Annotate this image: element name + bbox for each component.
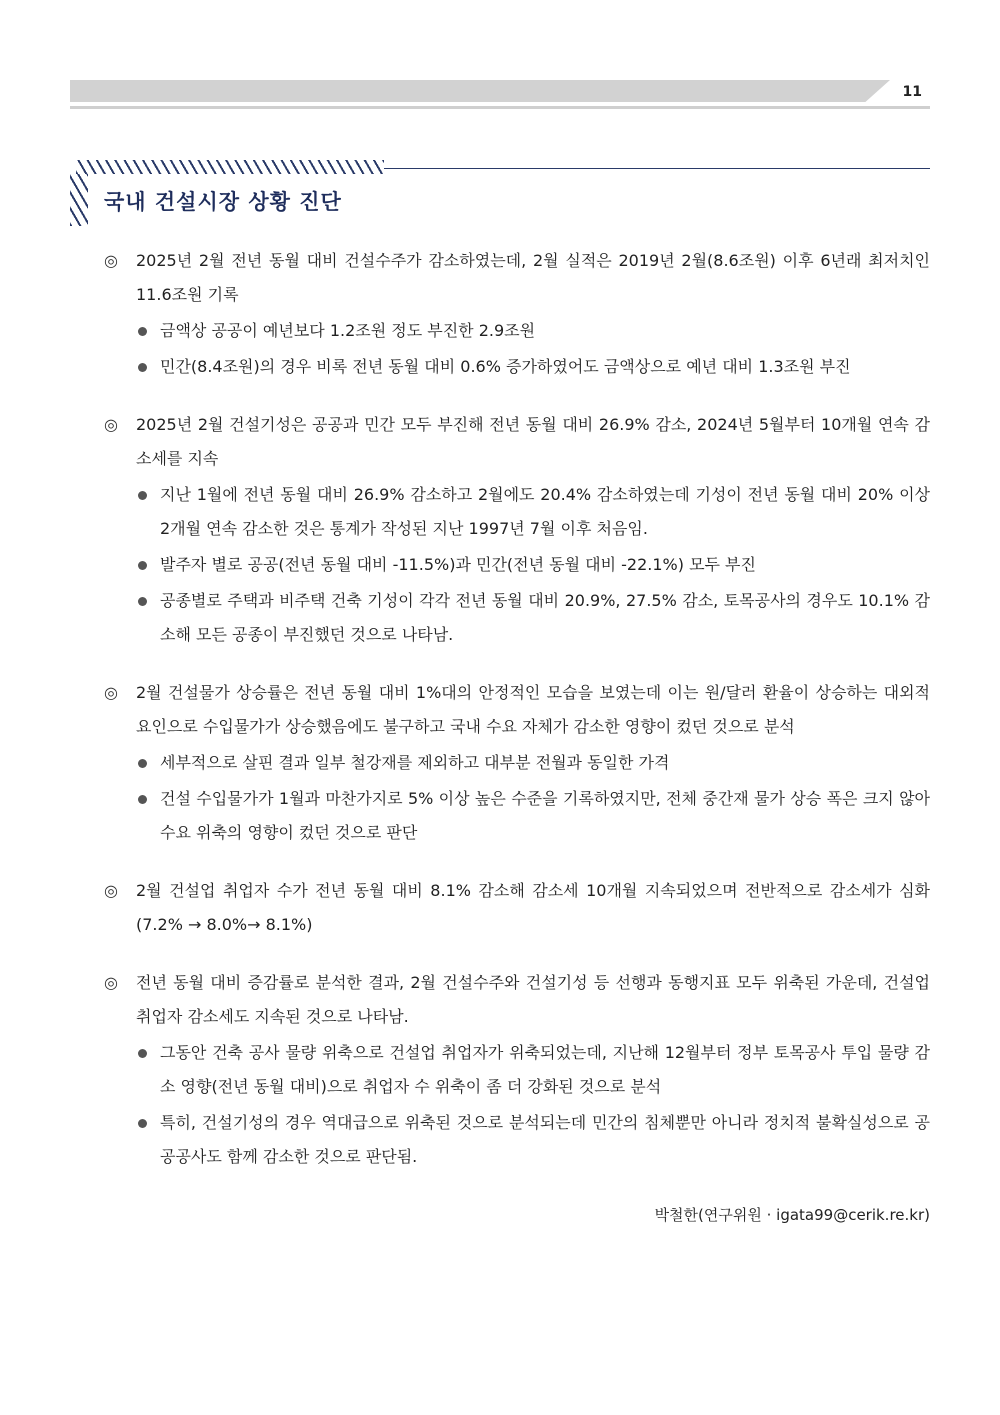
- double-circle-icon: ◎: [104, 683, 118, 702]
- bullet-item: [104, 244, 930, 312]
- bullet-dot-icon: [138, 491, 147, 500]
- bullet-text: 2025년 2월 전년 동월 대비 건설수주가 감소하였는데, 2월 실적은 2019년 2월(8.6조원) 이후 6년래 최저치인 11.6조원 기록: [136, 251, 930, 304]
- sub-item: [104, 350, 930, 384]
- hatch-decoration-vertical: [70, 174, 88, 226]
- sub-text: 세부적으로 살핀 결과 일부 철강재를 제외하고 대부분 전월과 동일한 가격: [160, 753, 670, 772]
- body-content: [104, 244, 930, 1198]
- bullet-item: [104, 676, 930, 744]
- hatch-decoration: [76, 160, 384, 174]
- bullet-dot-icon: [138, 561, 147, 570]
- sub-item: [104, 746, 930, 780]
- sub-text: 지난 1월에 전년 동월 대비 26.9% 감소하고 2월에도 20.4% 감소하였는데 기성이 전년 동월 대비 20% 이상 2개월 연속 감소한 것은 통계가 작성된 지난 1997년 7월 이후 처음임.: [160, 485, 930, 538]
- title-rule: [384, 168, 930, 169]
- sub-item: [104, 782, 930, 850]
- header-rule: [70, 106, 930, 109]
- double-circle-icon: ◎: [104, 251, 118, 270]
- bullet-block: [104, 676, 930, 850]
- bullet-dot-icon: [138, 597, 147, 606]
- bullet-block: [104, 966, 930, 1174]
- double-circle-icon: ◎: [104, 973, 118, 992]
- page-number: 11: [902, 84, 922, 100]
- bullet-item: [104, 874, 930, 942]
- sub-text: 금액상 공공이 예년보다 1.2조원 정도 부진한 2.9조원: [160, 321, 536, 340]
- sub-item: [104, 478, 930, 546]
- bullet-dot-icon: [138, 795, 147, 804]
- author-credit: 박철한(연구위원 · igata99@cerik.re.kr): [654, 1206, 930, 1224]
- double-circle-icon: ◎: [104, 415, 118, 434]
- bullet-block: [104, 874, 930, 942]
- sub-item: [104, 1036, 930, 1104]
- bullet-dot-icon: [138, 327, 147, 336]
- sub-item: [104, 1106, 930, 1174]
- bullet-dot-icon: [138, 759, 147, 768]
- bullet-block: [104, 408, 930, 652]
- sub-text: 그동안 건축 공사 물량 위축으로 건설업 취업자가 위축되었는데, 지난해 12월부터 정부 토목공사 투입 물량 감소 영향(전년 동월 대비)으로 취업자 수 위축이 좀 더 강화된 것으로 분석: [160, 1043, 930, 1096]
- bullet-block: [104, 244, 930, 384]
- sub-text: 발주자 별로 공공(전년 동월 대비 -11.5%)과 민간(전년 동월 대비 -22.1%) 모두 부진: [160, 555, 756, 574]
- sub-item: [104, 584, 930, 652]
- bullet-item: [104, 408, 930, 476]
- bullet-text: 2월 건설업 취업자 수가 전년 동월 대비 8.1% 감소해 감소세 10개월 지속되었으며 전반적으로 감소세가 심화(7.2% → 8.0%→ 8.1%): [136, 881, 930, 934]
- bullet-text: 전년 동월 대비 증감률로 분석한 결과, 2월 건설수주와 건설기성 등 선행과 동행지표 모두 위축된 가운데, 건설업 취업자 감소세도 지속된 것으로 나타남.: [136, 973, 930, 1026]
- sub-item: [104, 314, 930, 348]
- bullet-text: 2월 건설물가 상승률은 전년 동월 대비 1%대의 안정적인 모습을 보였는데 이는 원/달러 환율이 상승하는 대외적 요인으로 수입물가가 상승했음에도 불구하고 국내 수요 자체가 감소한 영향이 컸던 것으로 분석: [136, 683, 930, 736]
- bullet-item: [104, 966, 930, 1034]
- bullet-dot-icon: [138, 1049, 147, 1058]
- bullet-text: 2025년 2월 건설기성은 공공과 민간 모두 부진해 전년 동월 대비 26.9% 감소, 2024년 5월부터 10개월 연속 감소세를 지속: [136, 415, 930, 468]
- section-heading: [70, 158, 930, 228]
- bullet-dot-icon: [138, 363, 147, 372]
- sub-text: 건설 수입물가가 1월과 마찬가지로 5% 이상 높은 수준을 기록하였지만, 전체 중간재 물가 상승 폭은 크지 않아 수요 위축의 영향이 컸던 것으로 판단: [160, 789, 930, 842]
- sub-text: 공종별로 주택과 비주택 건축 기성이 각각 전년 동월 대비 20.9%, 27.5% 감소, 토목공사의 경우도 10.1% 감소해 모든 공종이 부진했던 것으로 나타남.: [160, 591, 930, 644]
- bullet-dot-icon: [138, 1119, 147, 1128]
- page-header: [70, 80, 930, 112]
- double-circle-icon: ◎: [104, 881, 118, 900]
- sub-text: 민간(8.4조원)의 경우 비록 전년 동월 대비 0.6% 증가하였어도 금액상으로 예년 대비 1.3조원 부진: [160, 357, 851, 376]
- header-band: [70, 80, 890, 102]
- sub-text: 특히, 건설기성의 경우 역대급으로 위축된 것으로 분석되는데 민간의 침체뿐만 아니라 정치적 불확실성으로 공공공사도 함께 감소한 것으로 판단됨.: [160, 1113, 930, 1166]
- section-title: 국내 건설시장 상황 진단: [104, 190, 342, 214]
- sub-item: [104, 548, 930, 582]
